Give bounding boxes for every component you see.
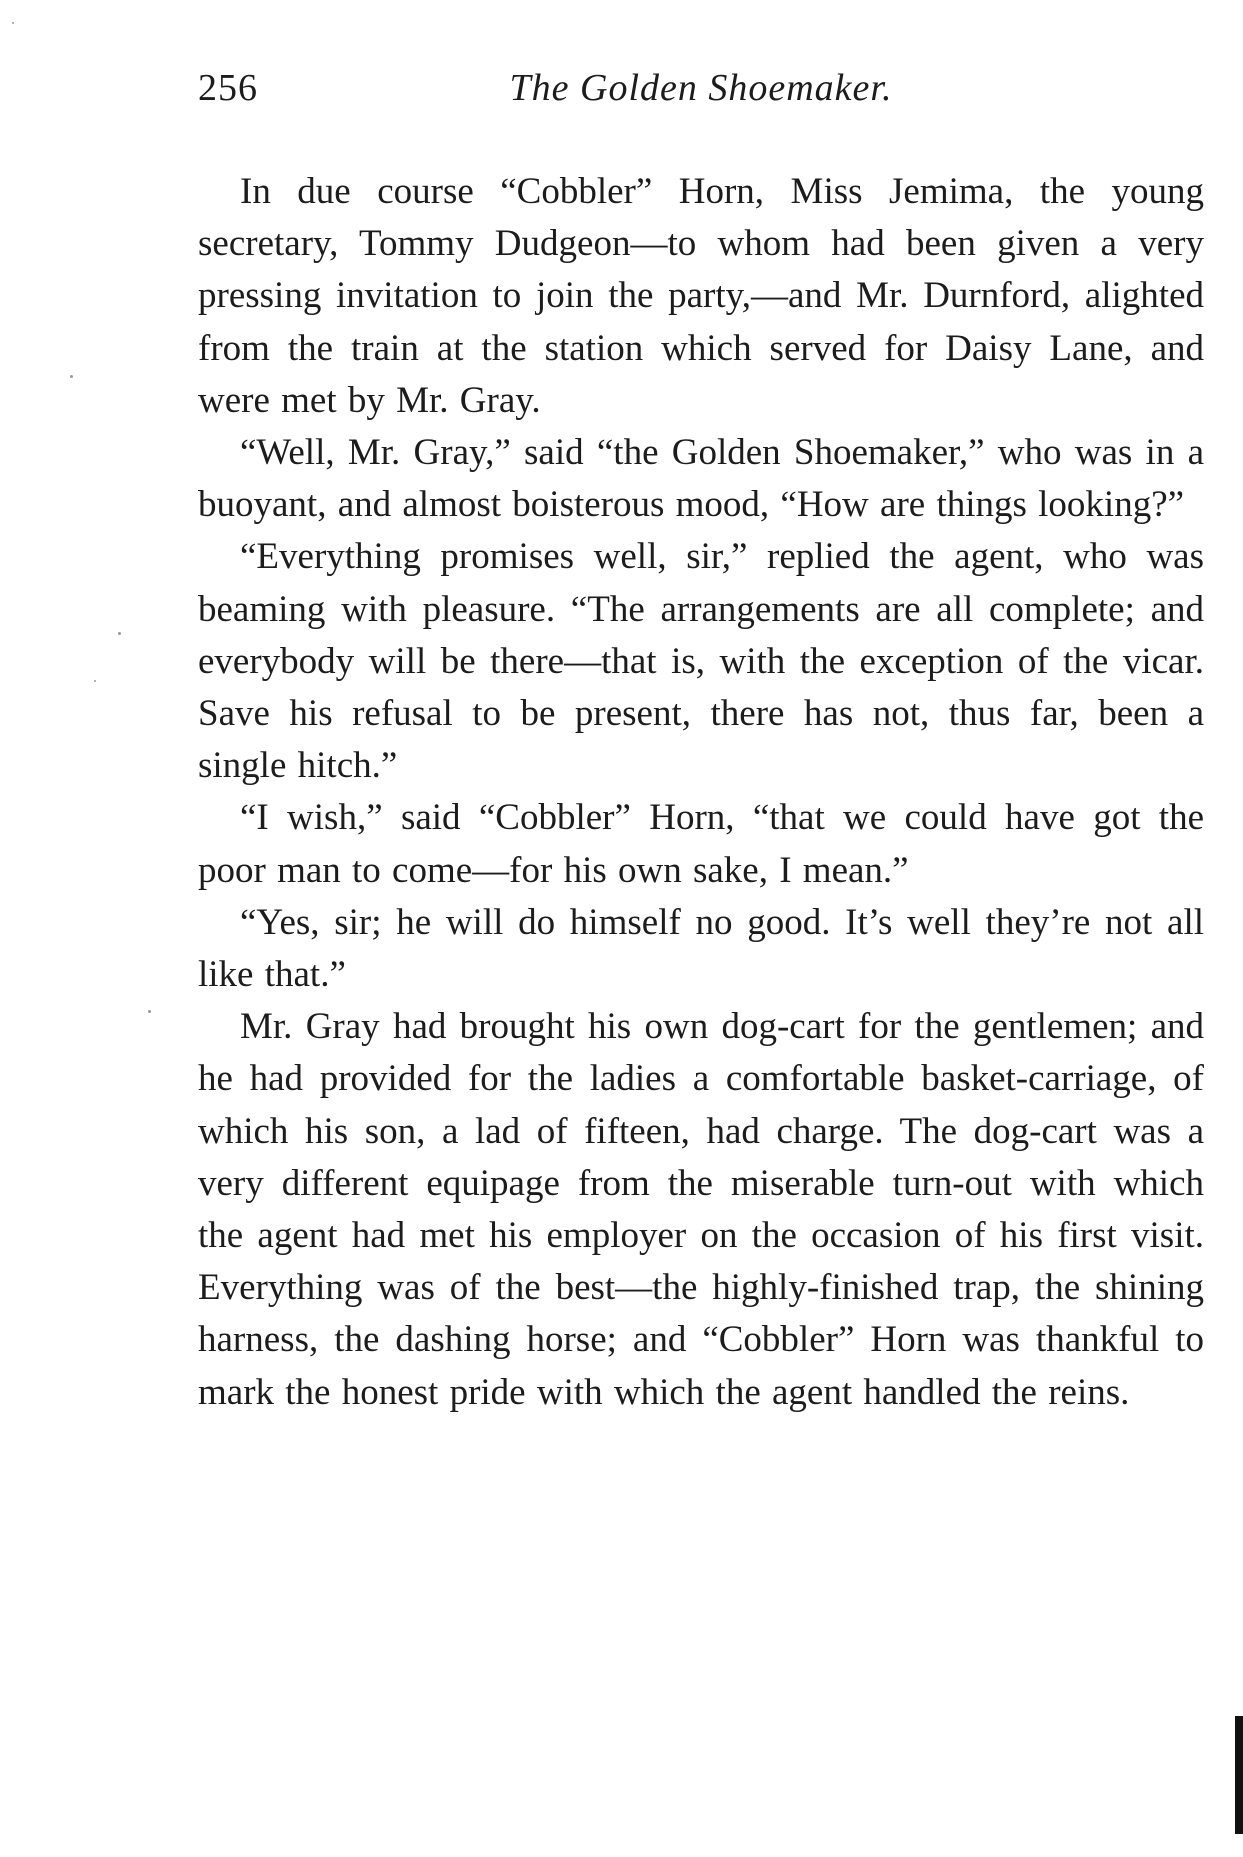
paragraph: “Well, Mr. Gray,” said “the Golden Shoemaker,” who was in a buoyant, and almost boisterous mood, “How are things looking?” <box>198 432 1204 526</box>
body-text <box>198 166 1204 1419</box>
scan-speck <box>148 1010 151 1013</box>
paragraph: “Yes, sir; he will do himself no good. It’s well they’re not all like that.” <box>198 901 1204 996</box>
paragraph: “Everything promises well, sir,” replied the agent, who was beaming with pleasure. “The arrangements are all complete; and everybody will be there—that is, with the exception of the vicar. Save his refusal to be present, there has not, thus far, been a single hitch.” <box>198 536 1204 787</box>
running-title: The Golden Shoemaker. <box>509 67 893 109</box>
scan-speck <box>12 22 14 24</box>
paragraph: In due course “Cobbler” Horn, Miss Jemima, the young secretary, Tommy Dudgeon—to whom had been given a very pressing invitation to join the party,—and Mr. Durnford, alighted from the train at the station which served for Daisy Lane, and were met by Mr. Gray. <box>198 171 1204 421</box>
scan-speck <box>94 680 96 682</box>
scan-speck <box>70 375 73 378</box>
scan-edge-mark <box>1235 1716 1243 1834</box>
page-number: 256 <box>198 67 258 109</box>
scan-speck <box>118 632 121 635</box>
page-header <box>198 66 1204 116</box>
paragraph: Mr. Gray had brought his own dog-cart for the gentlemen; and he had provided for the ladies a comfortable basket-carriage, of which his son, a lad of fifteen, had charge. The dog-cart was a very different equipage from the miserable turn-out with which the agent had met his employer on the occasion of his first visit. Everything was of the best—the highly-finished trap, the shining harness, the dashing horse; and “Cobbler” Horn was thankful to mark the honest pride with which the agent handled the reins. <box>198 1006 1204 1413</box>
paragraph: “I wish,” said “Cobbler” Horn, “that we could have got the poor man to come—for his own sake, I mean.” <box>198 797 1204 891</box>
